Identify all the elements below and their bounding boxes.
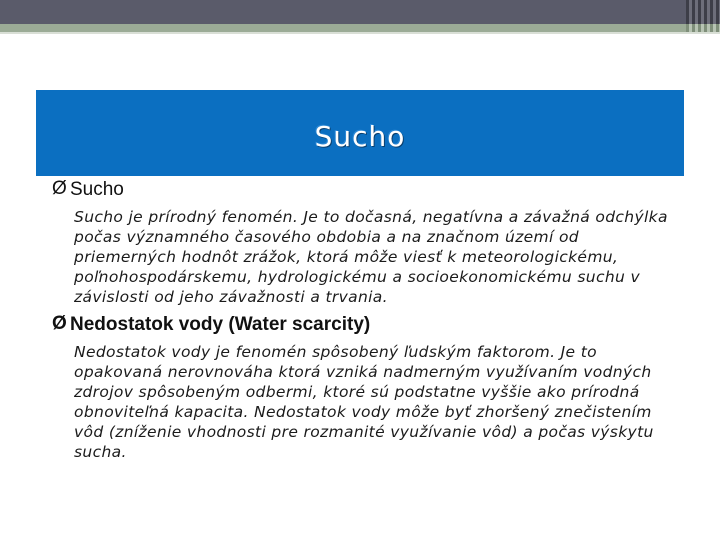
header-bar-edge [686, 0, 720, 24]
header-bar [0, 0, 720, 24]
bullet-heading-label: Nedostatok vody (Water scarcity) [70, 314, 371, 335]
bullet-heading-water-scarcity [52, 313, 672, 337]
header-accent-bar [0, 24, 720, 32]
bullet-heading-label: Sucho [70, 179, 124, 200]
slide-content [52, 178, 672, 462]
bullet-heading-sucho [52, 178, 672, 202]
title-band [36, 90, 684, 176]
bullet-paragraph: Sucho je prírodný fenomén. Je to dočasná, negatívna a závažná odchýlka počas významného časového obdobia a na značnom území od priemerných hodnôt zrážok, ktorá môže viesť k meteorologickému, poľnohospodárskemu, hydrologickému a socioekonomickému suchu v závislosti od jeho závažnosti a trvania. [74, 208, 668, 306]
slide-title: Sucho [314, 119, 406, 153]
arrow-bullet-icon: Ø [52, 178, 67, 199]
header-divider [0, 32, 720, 34]
bullet-paragraph: Nedostatok vody je fenomén spôsobený ľudským faktorom. Je to opakovaná nerovnováha ktorá vzniká nadmerným využívaním vodných zdrojov spôsobeným odbermi, ktoré sú podstatne vyššie ako prírodná obnoviteľná kapacita. Nedostatok vody môže byť zhoršený znečistením vôd (zníženie vhodnosti pre rozmanité využívanie vôd) a počas výskytu sucha. [74, 343, 654, 461]
arrow-bullet-icon: Ø [52, 313, 67, 334]
header-accent-edge [686, 24, 720, 32]
